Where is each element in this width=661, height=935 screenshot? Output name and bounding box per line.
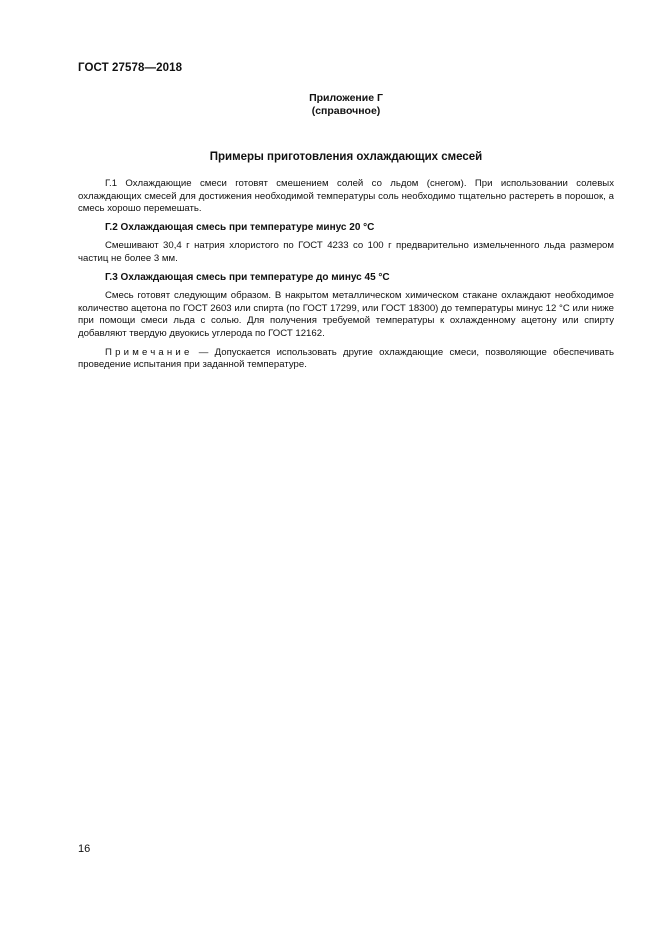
body-text: [78, 178, 614, 372]
subheading-g3: Г.3 Охлаждающая смесь при температуре до минус 45 °С: [105, 271, 390, 283]
note-paragraph: [78, 347, 614, 372]
note-text: — Допускается использовать другие охлаждающие смеси, позволяющие обеспечивать проведение испытания при заданной температуре.: [78, 346, 614, 371]
note-label: Примечание: [105, 346, 193, 358]
subheading-g2: Г.2 Охлаждающая смесь при температуре минус 20 °С: [105, 221, 375, 233]
page-number: 16: [78, 843, 91, 855]
section-title: Примеры приготовления охлаждающих смесей: [209, 151, 483, 163]
appendix-title: Приложение Г: [309, 92, 383, 104]
standard-code: ГОСТ 27578—2018: [78, 62, 183, 74]
paragraph-g1: Г.1 Охлаждающие смеси готовят смешением солей со льдом (снегом). При использовании солевых охлаждающих смесей для достижения необходимой температуры соль необходимо тщательно растереть в порошок, а смесь хорошо перемешать.: [78, 178, 614, 215]
appendix-subtitle: (справочное): [311, 105, 381, 117]
paragraph-g3: Смесь готовят следующим образом. В накрытом металлическом химическом стакане охлаждают необходимое количество ацетона по ГОСТ 2603 или спирта (по ГОСТ 17299, или ГОСТ 18300) до температуры минус 12 °С или ниже при помощи смеси льда с солью. Для получения требуемой температуры к охлажденному ацетону или спирту добавляют твердую двуокись углерода по ГОСТ 12162.: [78, 290, 614, 339]
paragraph-g2: Смешивают 30,4 г натрия хлористого по ГОСТ 4233 со 100 г предварительно измельченного льда размером частиц не более 3 мм.: [78, 240, 614, 264]
appendix-heading: [78, 92, 614, 118]
